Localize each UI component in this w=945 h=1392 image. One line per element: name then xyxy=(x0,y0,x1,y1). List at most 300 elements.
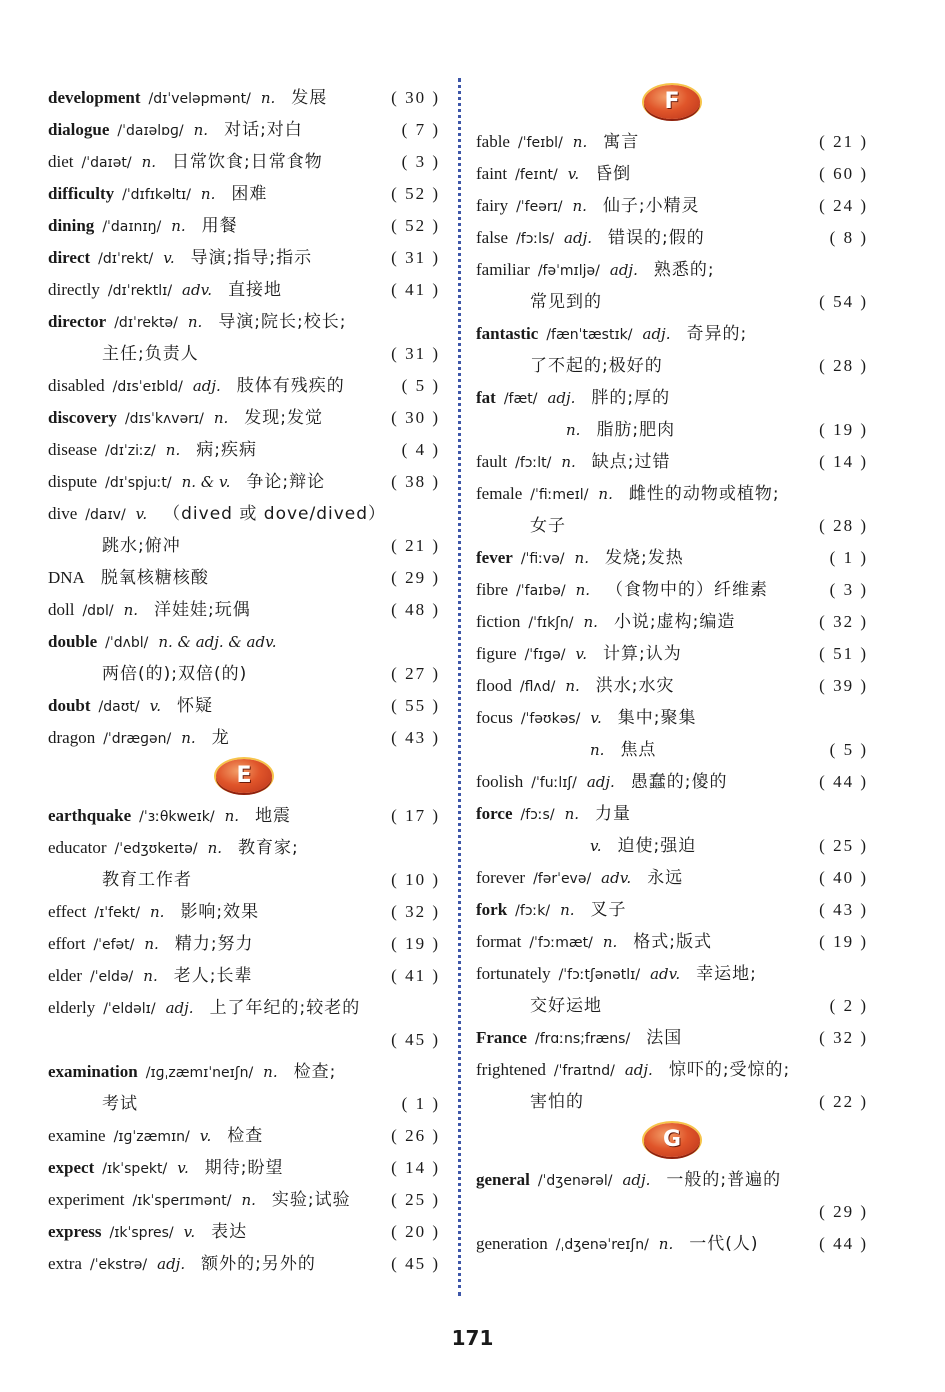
entry-phonetic: /ˌdʒenəˈreɪʃn/ xyxy=(555,1237,649,1253)
entry-pos: n. xyxy=(572,197,587,215)
entry-pos: adj. xyxy=(165,999,194,1017)
entry-phonetic: /fænˈtæstɪk/ xyxy=(546,327,633,343)
section-g-badge: G xyxy=(644,1123,700,1157)
dictionary-entry xyxy=(48,498,440,530)
entry-word: directly xyxy=(48,280,100,299)
entry-phonetic: /flʌd/ xyxy=(519,679,556,695)
entry-word: direct xyxy=(48,248,91,267)
entry-meaning: 肢体有残疾的 xyxy=(236,376,345,396)
dictionary-entry xyxy=(476,254,868,286)
entry-word: effort xyxy=(48,934,86,953)
entry-phonetic: /dɪsˈkʌvərɪ/ xyxy=(124,411,204,427)
entry-meaning: 常见到的 xyxy=(530,292,602,312)
entry-phonetic: /ɪkˈspekt/ xyxy=(102,1161,168,1177)
entry-word: dispute xyxy=(48,472,98,491)
dictionary-entry xyxy=(476,1054,868,1086)
entry-continuation xyxy=(476,1086,868,1118)
entry-meaning: 病;疾病 xyxy=(196,440,257,460)
entry-word: fairy xyxy=(476,196,509,215)
entry-unit-number: ( 25 ) xyxy=(391,1190,440,1209)
dictionary-entry xyxy=(476,638,868,670)
entry-meaning: 直接地 xyxy=(228,280,283,300)
dictionary-entry xyxy=(476,190,868,222)
dictionary-entry xyxy=(48,1056,440,1088)
entry-continuation xyxy=(48,1088,440,1120)
column-divider xyxy=(458,78,461,1296)
entry-unit-number: ( 26 ) xyxy=(391,1126,440,1145)
entry-pos: v. xyxy=(163,249,175,267)
left-column xyxy=(48,82,440,1280)
section-f-badge: F xyxy=(644,85,700,119)
entry-phonetic: /dɒl/ xyxy=(82,603,114,619)
entry-unit-number: ( 10 ) xyxy=(391,870,440,889)
entry-pos: n. xyxy=(260,89,276,107)
entry-unit-number: ( 29 ) xyxy=(819,1202,868,1221)
entry-word: elder xyxy=(48,966,82,985)
dictionary-entry xyxy=(48,960,440,992)
entry-pos: adj. xyxy=(609,261,638,279)
entry-word: dialogue xyxy=(48,120,110,139)
entry-word: doll xyxy=(48,600,75,619)
entry-phonetic: /ˈfeɪbl/ xyxy=(517,135,563,151)
entry-phonetic: /ˈfraɪtnd/ xyxy=(553,1063,615,1079)
entry-meaning: 检查; xyxy=(293,1062,337,1082)
entry-word: general xyxy=(476,1170,530,1189)
entry-meaning: 一般的;普遍的 xyxy=(666,1170,782,1190)
entry-unit-number: ( 30 ) xyxy=(391,88,440,107)
dictionary-entry xyxy=(48,594,440,626)
entry-phonetic: /ˈdræɡən/ xyxy=(103,731,172,747)
entry-word: dive xyxy=(48,504,78,523)
entry-pos: n. xyxy=(171,217,186,235)
entry-pos: adj. xyxy=(624,1061,653,1079)
entry-meaning: 交好运地 xyxy=(530,996,602,1016)
entry-meaning: 力量 xyxy=(595,804,632,824)
entry-word: extra xyxy=(48,1254,82,1273)
dictionary-entry xyxy=(476,798,868,830)
dictionary-entry xyxy=(48,146,440,178)
entry-pos: n. xyxy=(241,1191,256,1209)
entry-phonetic: /ˈefət/ xyxy=(93,937,135,953)
entry-unit-number: ( 45 ) xyxy=(391,1254,440,1273)
entry-phonetic: /dɪˈziːz/ xyxy=(105,443,156,459)
entry-phonetic: /dɪˈrektlɪ/ xyxy=(107,283,173,299)
entry-phonetic: /dɪsˈeɪbld/ xyxy=(112,379,183,395)
entry-pos: v. xyxy=(590,837,602,855)
entry-pos: n. xyxy=(565,677,580,695)
entry-meaning: 额外的;另外的 xyxy=(201,1254,316,1274)
entry-phonetic: /ˈdɪfɪkəltɪ/ xyxy=(122,187,191,203)
dictionary-entry xyxy=(476,1228,868,1260)
entry-pos: v. xyxy=(135,505,148,523)
entry-unit-number: ( 3 ) xyxy=(829,580,868,599)
entry-phonetic: /ˈdʒenərəl/ xyxy=(537,1173,613,1189)
entry-phonetic: /ˈeldəlɪ/ xyxy=(103,1001,156,1017)
entry-pos: n. xyxy=(224,807,240,825)
entry-phonetic: /dɪˈrekt/ xyxy=(98,251,154,267)
entry-unit-number: ( 22 ) xyxy=(819,1092,868,1111)
entry-meaning: 了不起的;极好的 xyxy=(530,356,663,376)
entry-meaning: 两倍(的);双倍(的) xyxy=(102,664,248,684)
entry-meaning: 争论;辩论 xyxy=(246,472,326,492)
entries-g xyxy=(476,1164,868,1260)
dictionary-entry xyxy=(48,466,440,498)
dictionary-entry xyxy=(48,992,440,1024)
entry-phonetic: /daʊt/ xyxy=(98,699,140,715)
entry-meaning: 永远 xyxy=(647,868,684,888)
dictionary-entry xyxy=(476,574,868,606)
dictionary-entry xyxy=(476,670,868,702)
entry-word: fortunately xyxy=(476,964,551,983)
entry-unit-number: ( 19 ) xyxy=(819,932,868,951)
entry-phonetic: /ˈdaɪnɪŋ/ xyxy=(102,219,162,235)
entry-word: familiar xyxy=(476,260,530,279)
dictionary-entry xyxy=(48,896,440,928)
dictionary-entry xyxy=(48,1120,440,1152)
section-g-header xyxy=(476,1118,868,1164)
entry-word: disabled xyxy=(48,376,105,395)
entry-pos: n. xyxy=(123,601,138,619)
entry-meaning: 胖的;厚的 xyxy=(591,388,671,408)
entry-unit-number: ( 4 ) xyxy=(401,440,440,459)
entry-meaning: 格式;版式 xyxy=(633,932,712,952)
entry-meaning: （食物中的）纤维素 xyxy=(606,580,769,600)
entry-phonetic: /ˈdaɪəlɒɡ/ xyxy=(117,123,184,139)
entry-meaning: 发现;发觉 xyxy=(244,408,324,428)
entry-unit-number: ( 44 ) xyxy=(819,772,868,791)
entry-pos: adj. xyxy=(642,325,671,343)
entry-meaning: 实验;试验 xyxy=(271,1190,351,1210)
dictionary-entry xyxy=(476,958,868,990)
dictionary-entry xyxy=(48,562,440,594)
entry-pos: n. xyxy=(658,1235,674,1253)
entry-pos: n. xyxy=(165,441,181,459)
dictionary-entry xyxy=(476,1022,868,1054)
section-e-badge: E xyxy=(216,759,272,793)
entry-phonetic: /ˈfiːmeɪl/ xyxy=(530,487,589,503)
entry-unit-number: ( 41 ) xyxy=(391,280,440,299)
dictionary-entry xyxy=(48,690,440,722)
entry-phonetic: /ˈfɔːtʃənətlɪ/ xyxy=(558,967,641,983)
entry-meaning: 奇异的; xyxy=(686,324,748,344)
entry-continuation xyxy=(476,510,868,542)
entry-unit-number: ( 21 ) xyxy=(391,536,440,555)
entry-unit-number: ( 40 ) xyxy=(819,868,868,887)
entry-meaning: 集中;聚集 xyxy=(617,708,697,728)
dictionary-entry xyxy=(48,626,440,658)
dictionary-entry xyxy=(48,1184,440,1216)
entry-phonetic: /ˈfɪɡə/ xyxy=(524,647,566,663)
dictionary-entry xyxy=(476,606,868,638)
dictionary-entry xyxy=(48,1248,440,1280)
entry-phonetic: /ˈekstrə/ xyxy=(89,1257,148,1273)
entry-unit-number: ( 48 ) xyxy=(391,600,440,619)
entry-word: educator xyxy=(48,838,107,857)
entry-continuation xyxy=(476,1196,868,1228)
entries-d xyxy=(48,82,440,754)
entry-pos: n. xyxy=(561,453,576,471)
entry-pos: n. xyxy=(150,903,165,921)
entry-meaning: 跳水;俯冲 xyxy=(102,536,181,556)
entry-word: DNA xyxy=(48,568,85,587)
section-f-header xyxy=(476,80,868,126)
entry-meaning: 主任;负责人 xyxy=(102,344,199,364)
entry-pos: n. xyxy=(207,839,223,857)
entry-pos: v. xyxy=(183,1223,196,1241)
entry-pos: v. xyxy=(177,1159,189,1177)
entry-unit-number: ( 21 ) xyxy=(819,132,868,151)
entry-pos: n. xyxy=(141,153,156,171)
entry-pos: adv. xyxy=(182,281,213,299)
entry-unit-number: ( 54 ) xyxy=(819,292,868,311)
entry-word: figure xyxy=(476,644,517,663)
dictionary-entry xyxy=(48,178,440,210)
entry-pos: n. xyxy=(213,409,229,427)
entry-phonetic: /ˈfɪkʃn/ xyxy=(528,615,574,631)
entry-word: examination xyxy=(48,1062,138,1081)
entry-unit-number: ( 52 ) xyxy=(391,216,440,235)
dictionary-entry xyxy=(48,1152,440,1184)
entry-word: foolish xyxy=(476,772,524,791)
entry-pos: n. xyxy=(187,313,203,331)
entry-pos: v. xyxy=(567,165,580,183)
entry-unit-number: ( 32 ) xyxy=(391,902,440,921)
dictionary-entry xyxy=(48,928,440,960)
entry-unit-number: ( 52 ) xyxy=(391,184,440,203)
entry-pos: n. xyxy=(263,1063,278,1081)
entry-word: difficulty xyxy=(48,184,115,203)
entry-word: force xyxy=(476,804,513,823)
entry-pos: n. xyxy=(144,935,159,953)
entry-meaning: 教育家; xyxy=(238,838,299,858)
entry-meaning: 上了年纪的;较老的 xyxy=(209,998,361,1018)
dictionary-entry xyxy=(476,702,868,734)
entry-meaning: 影响;效果 xyxy=(180,902,260,922)
entry-unit-number: ( 24 ) xyxy=(819,196,868,215)
entry-phonetic: /ɪkˈspres/ xyxy=(109,1225,174,1241)
entry-meaning: 迫使;强迫 xyxy=(617,836,697,856)
entry-word: fable xyxy=(476,132,510,151)
dictionary-entry xyxy=(48,800,440,832)
entry-meaning: 精力;努力 xyxy=(174,934,254,954)
entry-unit-number: ( 31 ) xyxy=(391,344,440,363)
entry-meaning: 困难 xyxy=(231,184,268,204)
dictionary-entry xyxy=(48,242,440,274)
entry-phonetic: /ˈfiːvə/ xyxy=(520,551,565,567)
entry-word: disease xyxy=(48,440,98,459)
entry-meaning: 日常饮食;日常食物 xyxy=(172,152,323,172)
entry-unit-number: ( 28 ) xyxy=(819,356,868,375)
entry-unit-number: ( 20 ) xyxy=(391,1222,440,1241)
entry-meaning: 用餐 xyxy=(201,216,238,236)
entry-word: effect xyxy=(48,902,87,921)
entry-pos: n. xyxy=(564,805,580,823)
entry-unit-number: ( 19 ) xyxy=(391,934,440,953)
entry-meaning: 期待;盼望 xyxy=(204,1158,284,1178)
entry-pos: adj. xyxy=(586,773,615,791)
entry-meaning: 发烧;发热 xyxy=(604,548,684,568)
entry-phonetic: /fæt/ xyxy=(503,391,538,407)
entry-phonetic: /fɔːs/ xyxy=(520,807,555,823)
entry-phonetic: /ˈfɔːmæt/ xyxy=(529,935,593,951)
dictionary-entry xyxy=(476,926,868,958)
entry-unit-number: ( 43 ) xyxy=(819,900,868,919)
entry-pos: n. xyxy=(572,133,588,151)
dictionary-entry xyxy=(48,1216,440,1248)
entry-continuation xyxy=(476,990,868,1022)
page-number: 171 xyxy=(451,1326,494,1350)
entry-phonetic: /ˈfəʊkəs/ xyxy=(520,711,581,727)
entry-meaning: 导演;指导;指示 xyxy=(190,248,313,268)
dictionary-entry xyxy=(48,82,440,114)
entry-phonetic: /ˈɜːθkweɪk/ xyxy=(139,809,215,825)
entry-continuation xyxy=(48,338,440,370)
entry-pos: adv. xyxy=(601,869,632,887)
entry-unit-number: ( 32 ) xyxy=(819,612,868,631)
entry-unit-number: ( 5 ) xyxy=(829,740,868,759)
entry-word: fiction xyxy=(476,612,521,631)
entry-unit-number: ( 44 ) xyxy=(819,1234,868,1253)
entry-unit-number: ( 43 ) xyxy=(391,728,440,747)
entry-meaning: 寓言 xyxy=(603,132,640,152)
entry-pos: n. xyxy=(598,485,613,503)
entry-phonetic: /ˈfaɪbə/ xyxy=(516,583,566,599)
entry-phonetic: /fəˈmɪljə/ xyxy=(537,263,600,279)
entry-pos: adj. xyxy=(547,389,576,407)
right-column xyxy=(476,82,868,1260)
entry-continuation xyxy=(476,830,868,862)
entry-word: fork xyxy=(476,900,508,919)
entry-pos: adj. xyxy=(157,1255,186,1273)
entry-meaning: 愚蠢的;傻的 xyxy=(630,772,728,792)
entry-phonetic: /fɔːls/ xyxy=(516,231,555,247)
entry-unit-number: ( 55 ) xyxy=(391,696,440,715)
entry-meaning: 考试 xyxy=(102,1094,138,1114)
entry-continuation xyxy=(476,414,868,446)
dictionary-entry xyxy=(48,722,440,754)
entry-unit-number: ( 5 ) xyxy=(401,376,440,395)
entry-meaning: 缺点;过错 xyxy=(591,452,671,472)
entry-word: expect xyxy=(48,1158,95,1177)
entry-pos: n. xyxy=(181,729,196,747)
entry-unit-number: ( 1 ) xyxy=(401,1094,440,1113)
entry-word: development xyxy=(48,88,141,107)
entry-meaning: 脂肪;肥肉 xyxy=(596,420,676,440)
entry-unit-number: ( 25 ) xyxy=(819,836,868,855)
entry-word: director xyxy=(48,312,107,331)
entry-meaning: 计算;认为 xyxy=(602,644,682,664)
entry-phonetic: /daɪv/ xyxy=(85,507,126,523)
dictionary-entry xyxy=(476,542,868,574)
entry-meaning: 幸运地; xyxy=(696,964,757,984)
dictionary-entry xyxy=(476,894,868,926)
entry-unit-number: ( 41 ) xyxy=(391,966,440,985)
dictionary-entry xyxy=(476,1164,868,1196)
dictionary-entry xyxy=(48,832,440,864)
dictionary-entry xyxy=(48,114,440,146)
entry-meaning: 地震 xyxy=(255,806,292,826)
entry-meaning: 昏倒 xyxy=(595,164,632,184)
entry-unit-number: ( 45 ) xyxy=(391,1030,440,1049)
entry-continuation xyxy=(476,286,868,318)
entry-pos: n. xyxy=(602,933,618,951)
entry-meaning: 洪水;水灾 xyxy=(595,676,675,696)
entries-e xyxy=(48,800,440,1280)
dictionary-entry xyxy=(48,370,440,402)
entry-continuation xyxy=(476,734,868,766)
entry-continuation xyxy=(48,530,440,562)
entry-phonetic: /dɪˈrektə/ xyxy=(114,315,178,331)
entry-phonetic: /fɔːlt/ xyxy=(515,455,552,471)
entry-continuation xyxy=(48,1024,440,1056)
entry-pos: n. xyxy=(574,549,589,567)
entry-meaning: 脱氧核糖核酸 xyxy=(100,568,209,588)
entry-unit-number: ( 7 ) xyxy=(401,120,440,139)
entry-phonetic: /ˈdaɪət/ xyxy=(81,155,132,171)
dictionary-entry xyxy=(476,126,868,158)
dictionary-entry xyxy=(476,446,868,478)
entry-meaning: 焦点 xyxy=(620,740,657,760)
entry-phonetic: /ɪɡˌzæmɪˈneɪʃn/ xyxy=(145,1065,254,1081)
entry-meaning: 对话;对白 xyxy=(224,120,303,140)
entry-word: double xyxy=(48,632,98,651)
entry-meaning: 龙 xyxy=(211,728,230,748)
dictionary-entry xyxy=(48,210,440,242)
entry-pos: n. xyxy=(193,121,209,139)
entry-word: frightened xyxy=(476,1060,546,1079)
entry-word: France xyxy=(476,1028,527,1047)
entry-unit-number: ( 2 ) xyxy=(829,996,868,1015)
entry-continuation xyxy=(48,658,440,690)
entry-word: examine xyxy=(48,1126,106,1145)
entry-meaning: 害怕的 xyxy=(530,1092,584,1112)
entry-word: fantastic xyxy=(476,324,539,343)
entry-unit-number: ( 17 ) xyxy=(391,806,440,825)
entry-word: diet xyxy=(48,152,74,171)
entry-meaning: （dived 或 dove/dived） xyxy=(163,504,387,524)
entry-continuation xyxy=(48,864,440,896)
entry-word: faint xyxy=(476,164,508,183)
entry-phonetic: /ɪˈfekt/ xyxy=(94,905,140,921)
entry-pos: adj. xyxy=(564,229,593,247)
entry-continuation xyxy=(476,350,868,382)
entry-word: focus xyxy=(476,708,513,727)
entry-word: generation xyxy=(476,1234,548,1253)
dictionary-entry xyxy=(476,766,868,798)
entry-meaning: 仙子;小精灵 xyxy=(602,196,700,216)
entry-pos: n. & adj. & adv. xyxy=(158,633,277,651)
entry-word: female xyxy=(476,484,523,503)
section-e-header xyxy=(48,754,440,800)
entry-meaning: 一代(人) xyxy=(689,1234,759,1254)
entry-unit-number: ( 19 ) xyxy=(819,420,868,439)
dictionary-entry xyxy=(48,434,440,466)
dictionary-entry xyxy=(476,318,868,350)
dictionary-entry xyxy=(476,382,868,414)
entry-word: doubt xyxy=(48,696,91,715)
dictionary-entry xyxy=(476,478,868,510)
entry-unit-number: ( 28 ) xyxy=(819,516,868,535)
dictionary-entry xyxy=(476,158,868,190)
entry-pos: adj. xyxy=(622,1171,651,1189)
entry-meaning: 叉子 xyxy=(590,900,627,920)
entry-meaning: 错误的;假的 xyxy=(608,228,705,248)
entry-word: elderly xyxy=(48,998,96,1017)
dictionary-entry xyxy=(48,274,440,306)
entry-unit-number: ( 32 ) xyxy=(819,1028,868,1047)
entry-unit-number: ( 39 ) xyxy=(819,676,868,695)
entry-meaning: 熟悉的; xyxy=(653,260,715,280)
